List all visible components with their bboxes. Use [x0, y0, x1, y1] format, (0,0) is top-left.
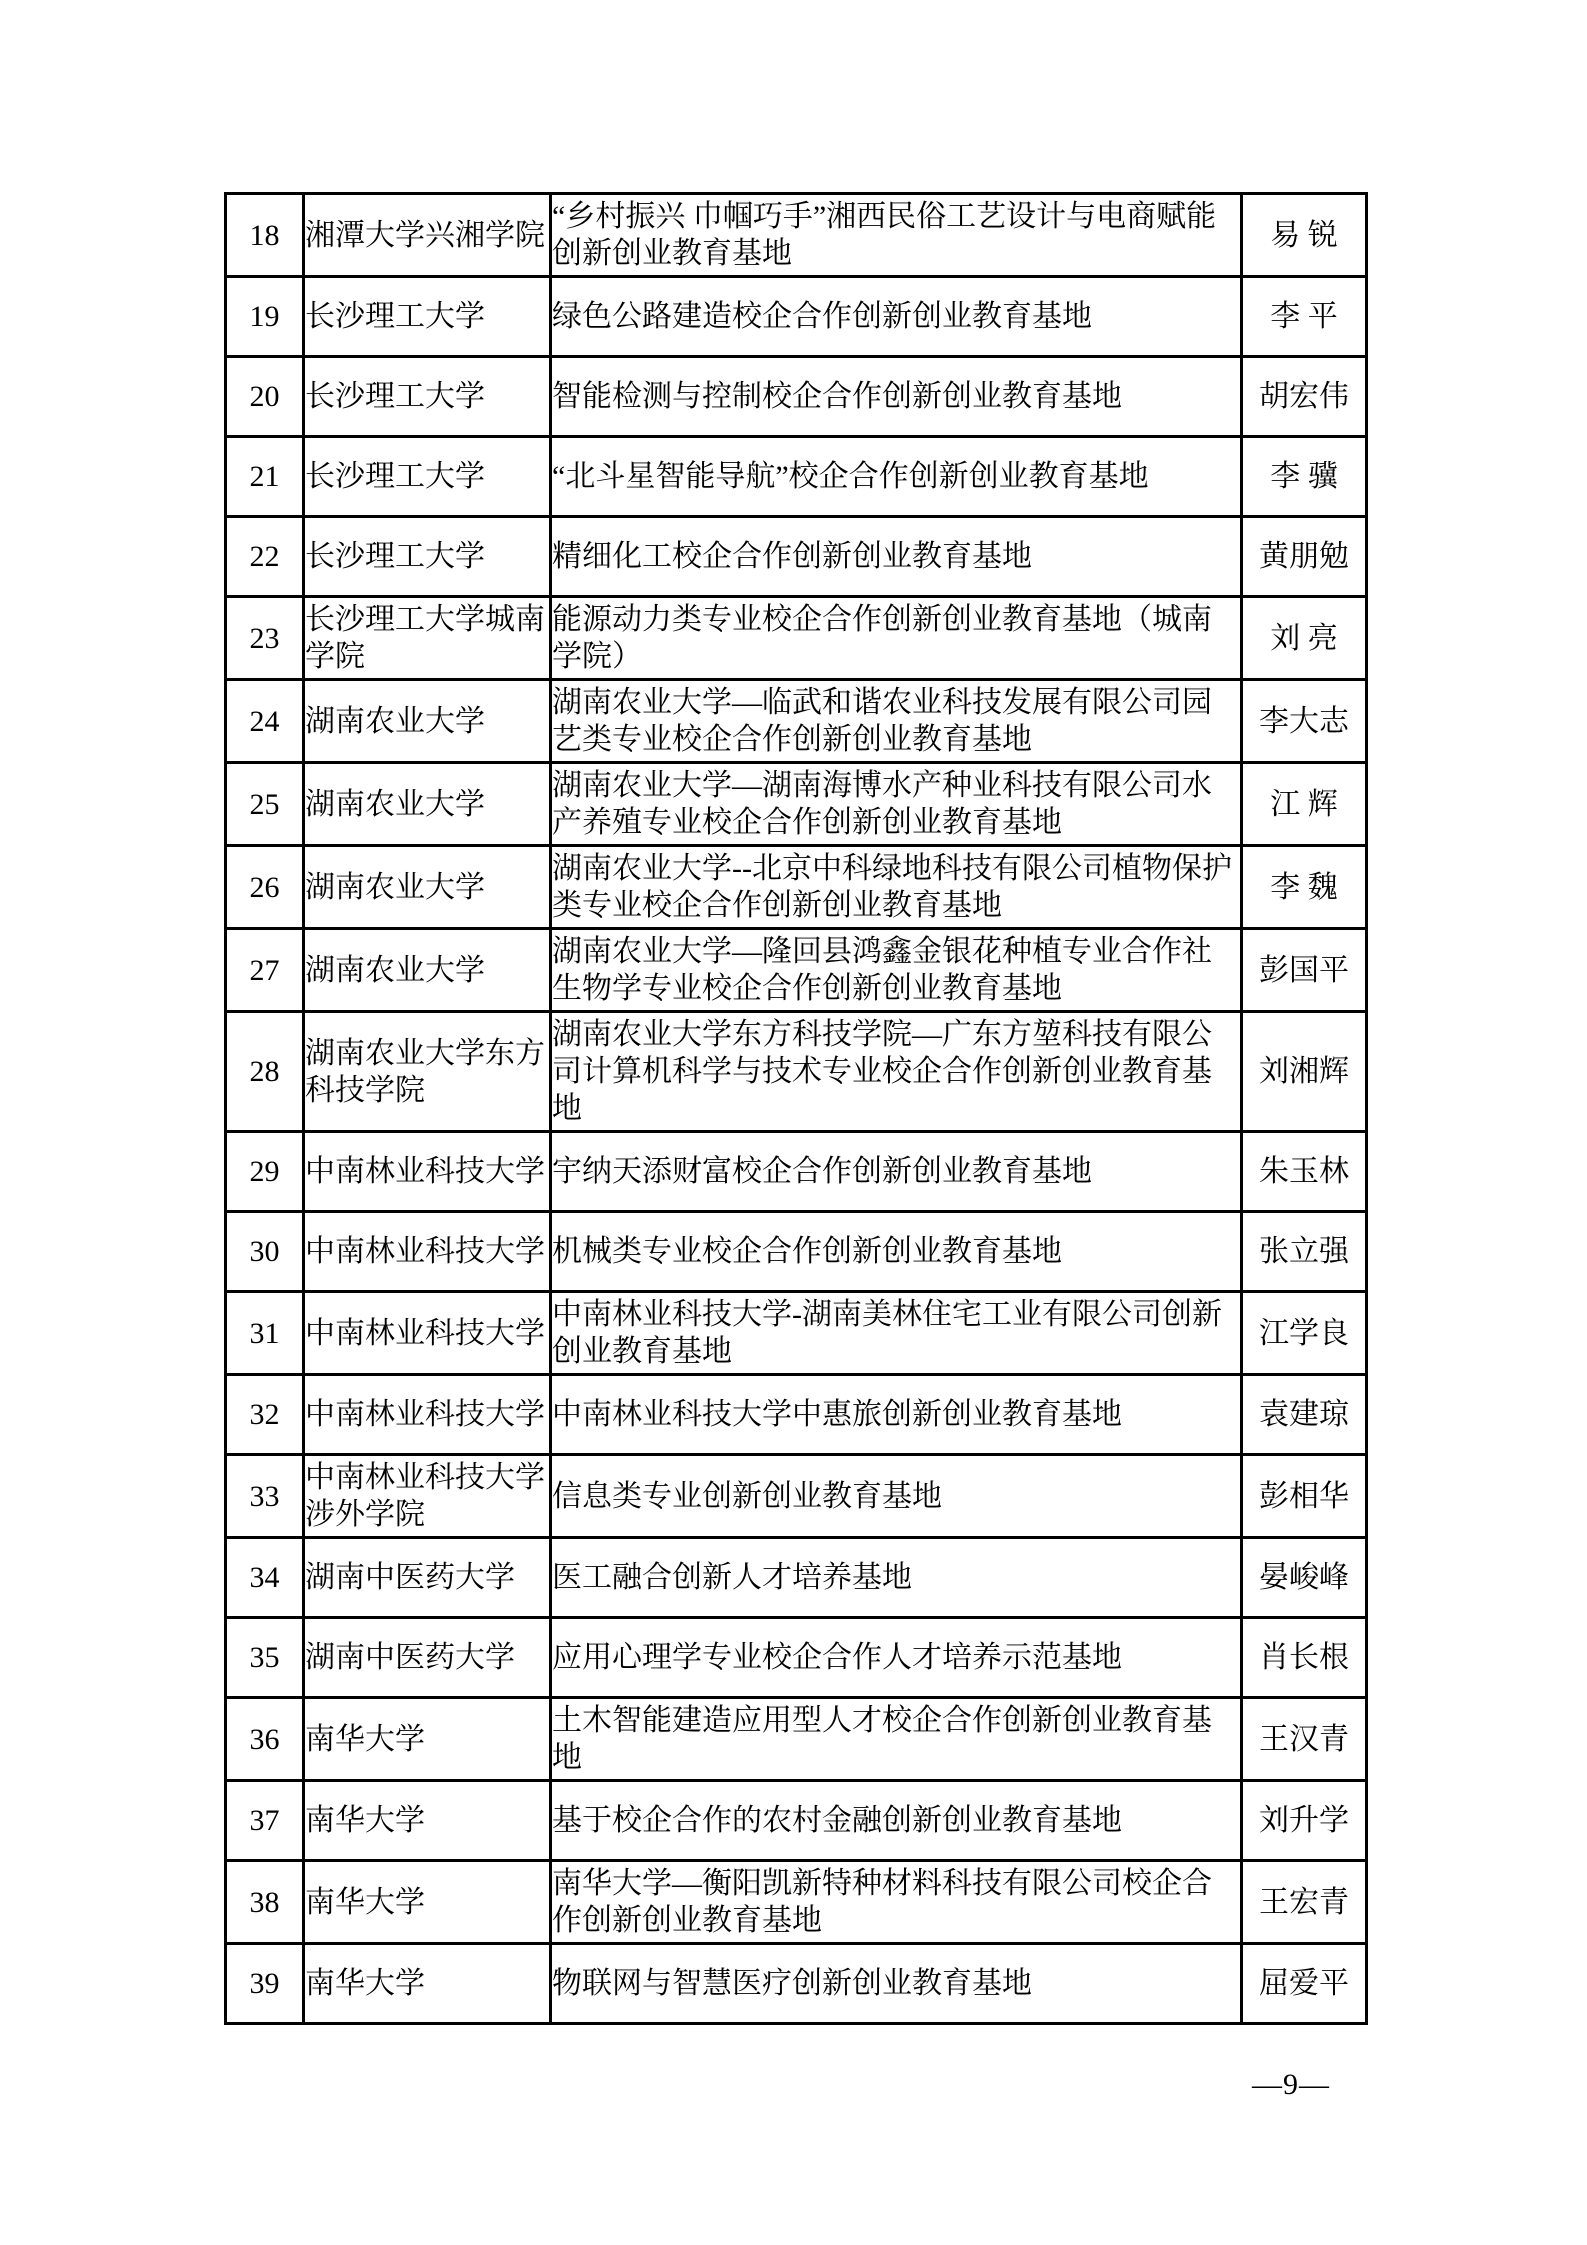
row-number-cell: 31 [226, 1292, 304, 1375]
table-row [226, 1944, 1367, 2024]
table-row [226, 357, 1367, 437]
table-row [226, 517, 1367, 597]
university-name-cell: 南华大学 [304, 1861, 551, 1944]
university-name-cell: 长沙理工大学 [304, 437, 551, 517]
row-number-cell: 25 [226, 763, 304, 846]
university-name-cell: 南华大学 [304, 1944, 551, 2024]
base-name-cell: “北斗星智能导航”校企合作创新创业教育基地 [551, 437, 1242, 517]
base-name-cell: 湖南农业大学—隆回县鸿鑫金银花种植专业合作社生物学专业校企合作创新创业教育基地 [551, 929, 1242, 1012]
person-name-cell: 彭相华 [1242, 1455, 1367, 1538]
base-name-cell: 医工融合创新人才培养基地 [551, 1538, 1242, 1618]
table-row [226, 597, 1367, 680]
row-number-cell: 37 [226, 1781, 304, 1861]
table-row [226, 1012, 1367, 1132]
table-row [226, 1861, 1367, 1944]
base-name-cell: 基于校企合作的农村金融创新创业教育基地 [551, 1781, 1242, 1861]
base-name-cell: 宇纳天添财富校企合作创新创业教育基地 [551, 1132, 1242, 1212]
row-number-cell: 30 [226, 1212, 304, 1292]
base-name-cell: 湖南农业大学--北京中科绿地科技有限公司植物保护类专业校企合作创新创业教育基地 [551, 846, 1242, 929]
person-name-cell: 刘 亮 [1242, 597, 1367, 680]
row-number-cell: 33 [226, 1455, 304, 1538]
person-name-cell: 李 骥 [1242, 437, 1367, 517]
base-name-cell: 智能检测与控制校企合作创新创业教育基地 [551, 357, 1242, 437]
person-name-cell: 刘升学 [1242, 1781, 1367, 1861]
table-row [226, 437, 1367, 517]
bases-table [224, 192, 1368, 2025]
university-name-cell: 中南林业科技大学 [304, 1212, 551, 1292]
person-name-cell: 李大志 [1242, 680, 1367, 763]
person-name-cell: 李 平 [1242, 277, 1367, 357]
table-row [226, 680, 1367, 763]
row-number-cell: 21 [226, 437, 304, 517]
page-number: —9— [1252, 2068, 1330, 2101]
base-name-cell: 机械类专业校企合作创新创业教育基地 [551, 1212, 1242, 1292]
university-name-cell: 中南林业科技大学涉外学院 [304, 1455, 551, 1538]
university-name-cell: 长沙理工大学 [304, 357, 551, 437]
base-name-cell: 能源动力类专业校企合作创新创业教育基地（城南学院） [551, 597, 1242, 680]
person-name-cell: 王宏青 [1242, 1861, 1367, 1944]
base-name-cell: 土木智能建造应用型人才校企合作创新创业教育基地 [551, 1698, 1242, 1781]
university-name-cell: 湖南农业大学 [304, 763, 551, 846]
table-row [226, 763, 1367, 846]
base-name-cell: 中南林业科技大学-湖南美林住宅工业有限公司创新创业教育基地 [551, 1292, 1242, 1375]
base-name-cell: 湖南农业大学—临武和谐农业科技发展有限公司园艺类专业校企合作创新创业教育基地 [551, 680, 1242, 763]
row-number-cell: 36 [226, 1698, 304, 1781]
table-row [226, 1375, 1367, 1455]
base-name-cell: “乡村振兴 巾帼巧手”湘西民俗工艺设计与电商赋能创新创业教育基地 [551, 194, 1242, 277]
person-name-cell: 朱玉林 [1242, 1132, 1367, 1212]
row-number-cell: 23 [226, 597, 304, 680]
table-row [226, 1132, 1367, 1212]
table-row [226, 1538, 1367, 1618]
person-name-cell: 肖长根 [1242, 1618, 1367, 1698]
row-number-cell: 29 [226, 1132, 304, 1212]
university-name-cell: 湖南农业大学 [304, 846, 551, 929]
table-row [226, 1698, 1367, 1781]
base-name-cell: 南华大学—衡阳凯新特种材料科技有限公司校企合作创新创业教育基地 [551, 1861, 1242, 1944]
table-row [226, 194, 1367, 277]
row-number-cell: 35 [226, 1618, 304, 1698]
row-number-cell: 22 [226, 517, 304, 597]
university-name-cell: 中南林业科技大学 [304, 1292, 551, 1375]
university-name-cell: 中南林业科技大学 [304, 1132, 551, 1212]
university-name-cell: 湖南农业大学 [304, 929, 551, 1012]
person-name-cell: 易 锐 [1242, 194, 1367, 277]
row-number-cell: 34 [226, 1538, 304, 1618]
table-row [226, 1618, 1367, 1698]
table-row [226, 277, 1367, 357]
person-name-cell: 李 魏 [1242, 846, 1367, 929]
university-name-cell: 南华大学 [304, 1781, 551, 1861]
university-name-cell: 湘潭大学兴湘学院 [304, 194, 551, 277]
row-number-cell: 24 [226, 680, 304, 763]
university-name-cell: 长沙理工大学 [304, 277, 551, 357]
base-name-cell: 湖南农业大学—湖南海博水产种业科技有限公司水产养殖专业校企合作创新创业教育基地 [551, 763, 1242, 846]
university-name-cell: 中南林业科技大学 [304, 1375, 551, 1455]
row-number-cell: 19 [226, 277, 304, 357]
base-name-cell: 信息类专业创新创业教育基地 [551, 1455, 1242, 1538]
row-number-cell: 38 [226, 1861, 304, 1944]
row-number-cell: 27 [226, 929, 304, 1012]
university-name-cell: 湖南农业大学东方科技学院 [304, 1012, 551, 1132]
person-name-cell: 江学良 [1242, 1292, 1367, 1375]
person-name-cell: 袁建琼 [1242, 1375, 1367, 1455]
base-name-cell: 湖南农业大学东方科技学院—广东方堃科技有限公司计算机科学与技术专业校企合作创新创业教育基地 [551, 1012, 1242, 1132]
table-row [226, 1212, 1367, 1292]
table-row [226, 1781, 1367, 1861]
row-number-cell: 32 [226, 1375, 304, 1455]
person-name-cell: 刘湘辉 [1242, 1012, 1367, 1132]
base-name-cell: 物联网与智慧医疗创新创业教育基地 [551, 1944, 1242, 2024]
base-name-cell: 中南林业科技大学中惠旅创新创业教育基地 [551, 1375, 1242, 1455]
person-name-cell: 江 辉 [1242, 763, 1367, 846]
row-number-cell: 39 [226, 1944, 304, 2024]
university-name-cell: 长沙理工大学城南学院 [304, 597, 551, 680]
base-name-cell: 精细化工校企合作创新创业教育基地 [551, 517, 1242, 597]
university-name-cell: 湖南中医药大学 [304, 1618, 551, 1698]
person-name-cell: 彭国平 [1242, 929, 1367, 1012]
university-name-cell: 长沙理工大学 [304, 517, 551, 597]
person-name-cell: 王汉青 [1242, 1698, 1367, 1781]
person-name-cell: 张立强 [1242, 1212, 1367, 1292]
table-row [226, 929, 1367, 1012]
base-name-cell: 应用心理学专业校企合作人才培养示范基地 [551, 1618, 1242, 1698]
table-row [226, 1455, 1367, 1538]
table-body [226, 194, 1367, 2024]
person-name-cell: 屈爱平 [1242, 1944, 1367, 2024]
row-number-cell: 28 [226, 1012, 304, 1132]
person-name-cell: 晏峻峰 [1242, 1538, 1367, 1618]
person-name-cell: 胡宏伟 [1242, 357, 1367, 437]
university-name-cell: 湖南农业大学 [304, 680, 551, 763]
row-number-cell: 26 [226, 846, 304, 929]
table-row [226, 1292, 1367, 1375]
table-row [226, 846, 1367, 929]
base-name-cell: 绿色公路建造校企合作创新创业教育基地 [551, 277, 1242, 357]
person-name-cell: 黄朋勉 [1242, 517, 1367, 597]
row-number-cell: 20 [226, 357, 304, 437]
university-name-cell: 南华大学 [304, 1698, 551, 1781]
university-name-cell: 湖南中医药大学 [304, 1538, 551, 1618]
row-number-cell: 18 [226, 194, 304, 277]
